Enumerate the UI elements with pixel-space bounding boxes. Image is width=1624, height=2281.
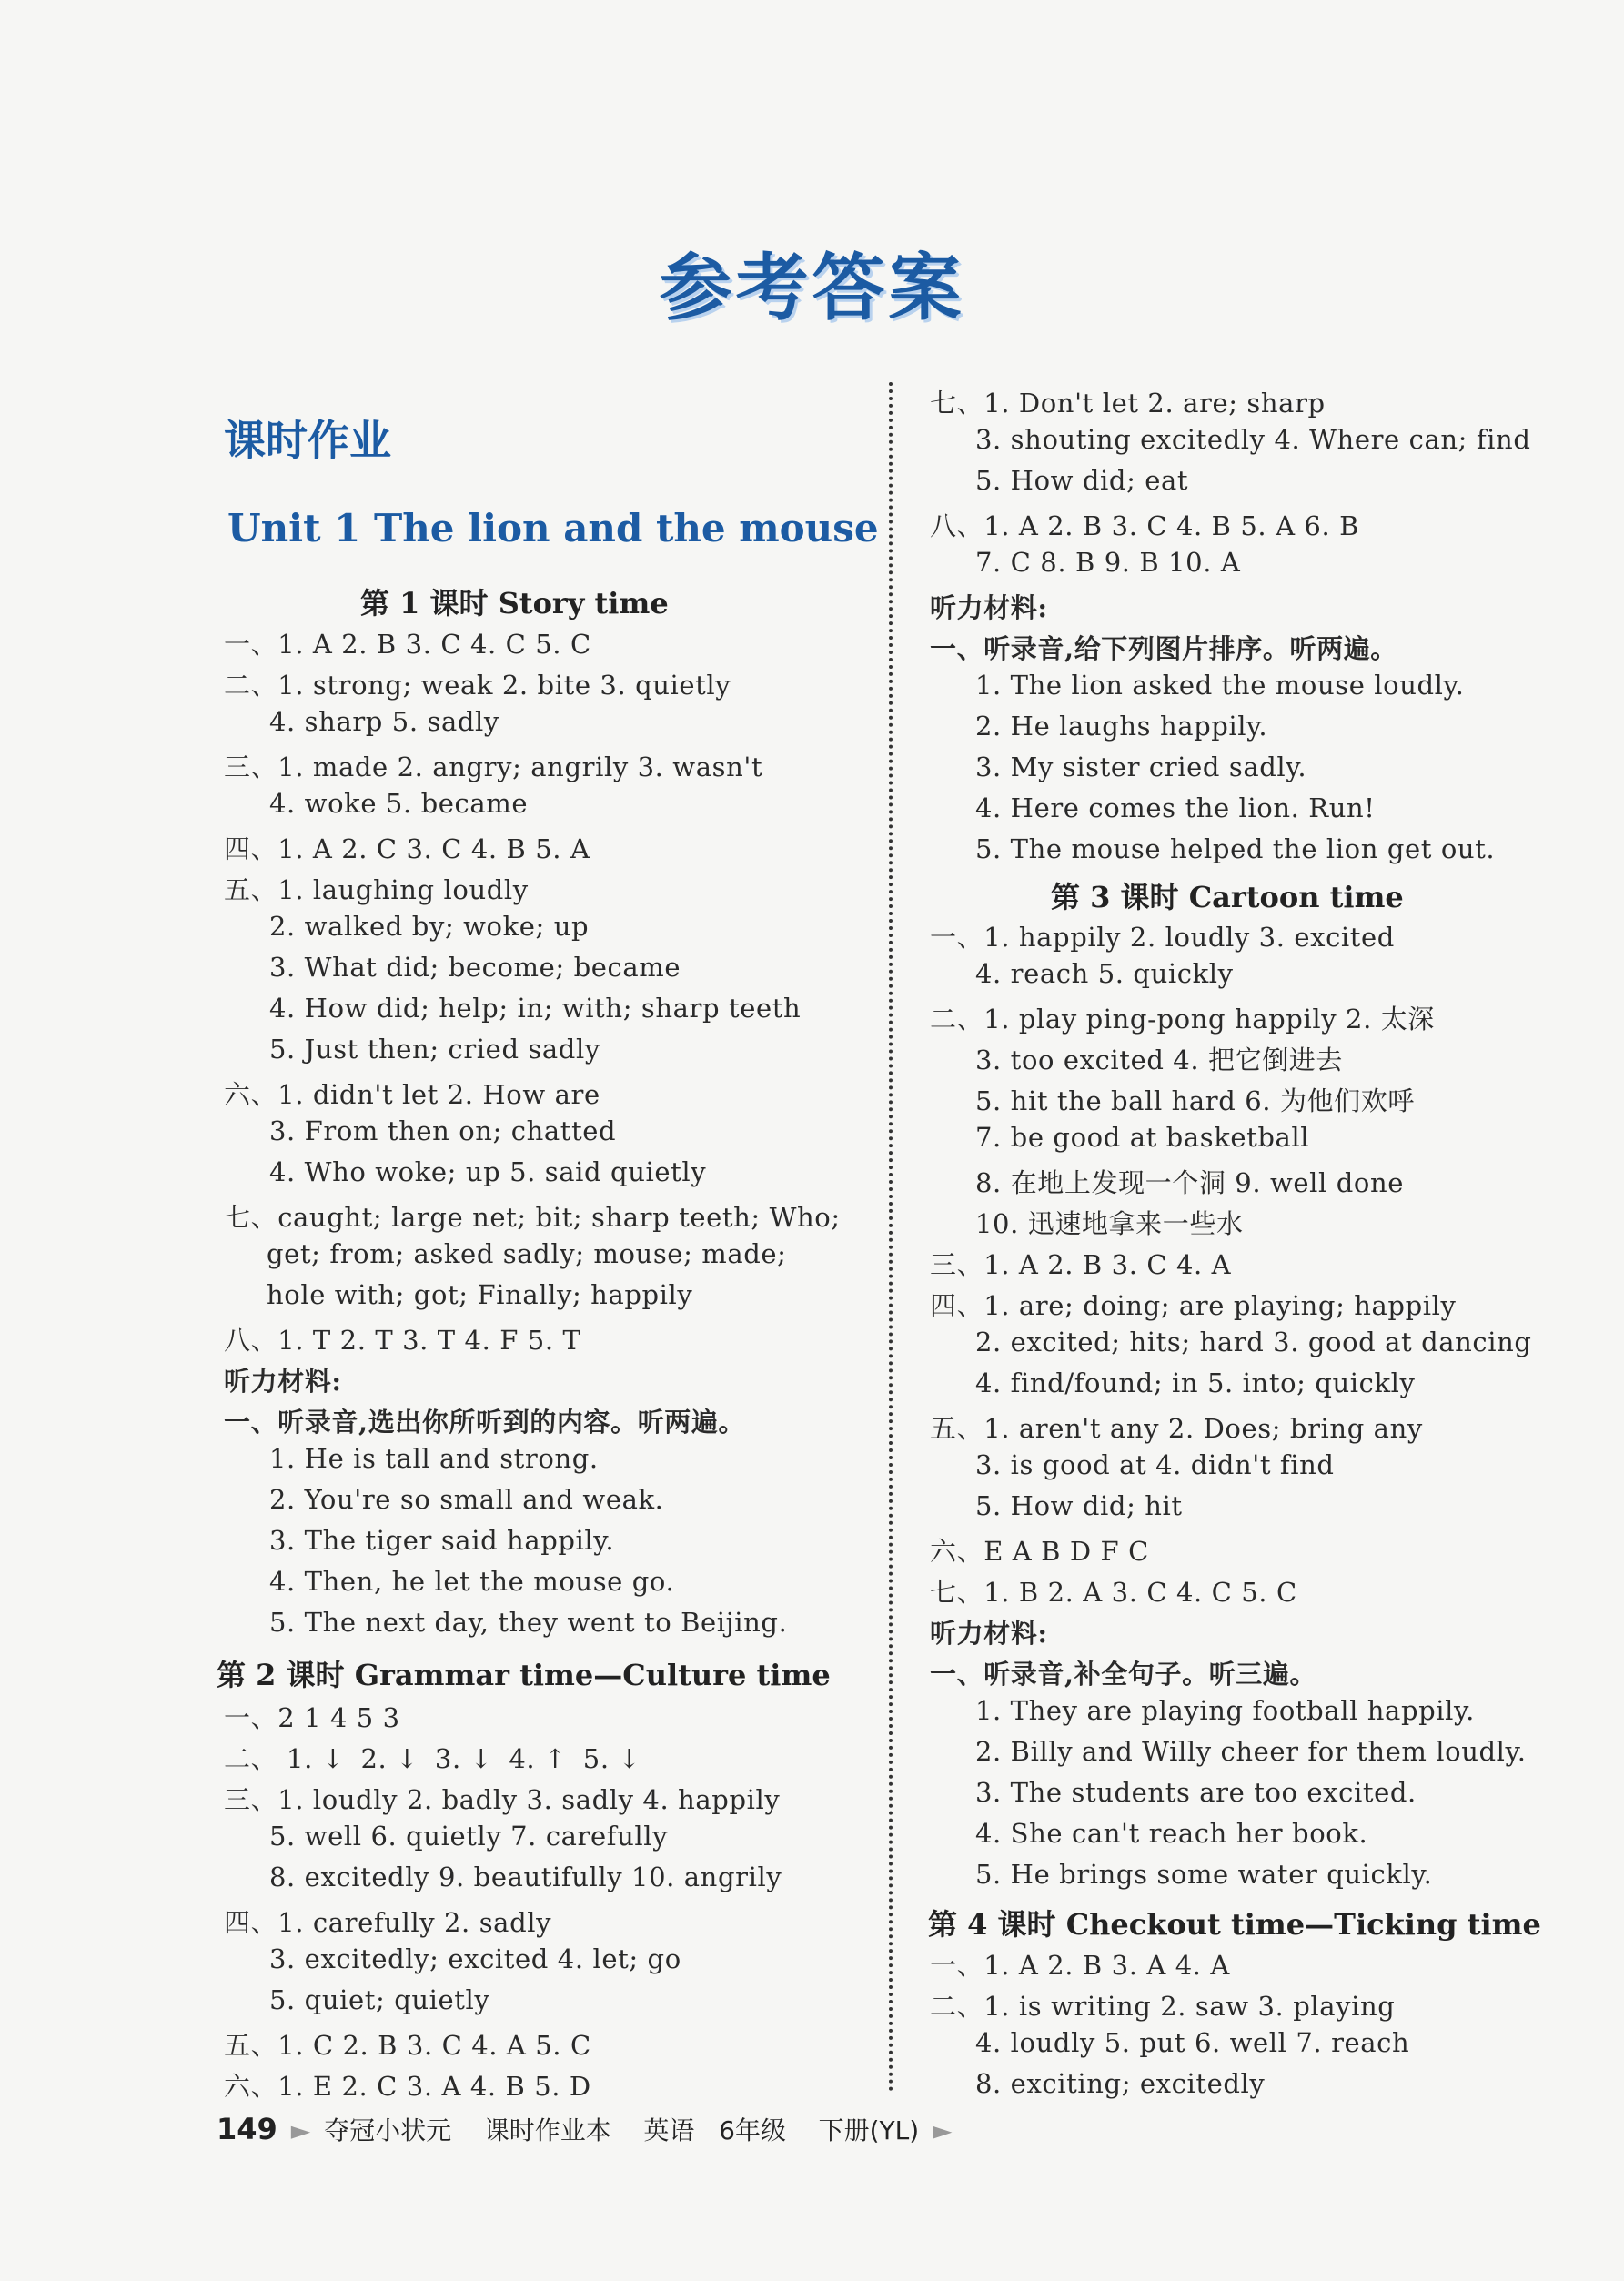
item-number: 1. bbox=[287, 1743, 313, 1774]
answer-line: 五、1. aren't any 2. Does; bring any bbox=[930, 1413, 1423, 1444]
intonation-down-icon: ↓ bbox=[396, 1743, 419, 1774]
answer-line: 3. What did; become; became bbox=[269, 952, 681, 983]
footer-subject: 英语 bbox=[643, 2115, 695, 2145]
answer-line: 3. shouting excitedly 4. Where can; find bbox=[975, 424, 1531, 455]
page-number: 149 bbox=[217, 2112, 277, 2146]
listening-label: 听力材料: bbox=[930, 592, 1048, 623]
section-heading: 课时作业 bbox=[224, 416, 391, 465]
lesson-2-heading: 第 2 课时 Grammar time—Culture time bbox=[217, 1658, 831, 1692]
footer-volume: 下册(YL) bbox=[818, 2115, 920, 2145]
answer-line: 七、1. Don't let 2. are; sharp bbox=[930, 388, 1326, 419]
answer-line: 一、1. A 2. B 3. A 4. A bbox=[930, 1950, 1230, 1981]
footer-brand: 夺冠小状元 bbox=[324, 2115, 452, 2145]
item-number: 2. bbox=[360, 1743, 388, 1774]
answer-line: 二、1. is writing 2. saw 3. playing bbox=[930, 1991, 1396, 2022]
answer-line: 五、1. C 2. B 3. C 4. A 5. C bbox=[224, 2030, 591, 2061]
answer-line: 七、caught; large net; bit; sharp teeth; Who; bbox=[224, 1202, 841, 1233]
answer-line: 3. excitedly; excited 4. let; go bbox=[269, 1943, 681, 1974]
answer-line: 5. well 6. quietly 7. carefully bbox=[269, 1821, 669, 1852]
answer-line: 八、1. T 2. T 3. T 4. F 5. T bbox=[224, 1325, 581, 1356]
answer-line: 五、1. laughing loudly bbox=[224, 874, 529, 905]
answer-line: 8. 在地上发现一个洞 9. well done bbox=[975, 1167, 1405, 1198]
answer-line: 一、1. A 2. B 3. C 4. C 5. C bbox=[224, 629, 591, 660]
answer-line: 四、1. are; doing; are playing; happily bbox=[930, 1290, 1457, 1321]
item-number: 3. bbox=[434, 1743, 461, 1774]
answer-line: 8. excitedly 9. beautifully 10. angrily bbox=[269, 1862, 782, 1892]
page-footer bbox=[217, 2111, 958, 2147]
intonation-up-icon: ↑ bbox=[544, 1743, 567, 1774]
answer-line: 一、1. happily 2. loudly 3. excited bbox=[930, 922, 1395, 953]
listening-line: 5. The mouse helped the lion get out. bbox=[975, 833, 1496, 864]
listening-line: 4. She can't reach her book. bbox=[975, 1818, 1368, 1849]
column-divider bbox=[889, 382, 893, 2093]
listening-line: 5. He brings some water quickly. bbox=[975, 1859, 1433, 1890]
listening-line: 2. Billy and Willy cheer for them loudly. bbox=[975, 1736, 1527, 1767]
listening-line: 3. The students are too excited. bbox=[975, 1777, 1417, 1808]
answer-line: 二、1. play ping-pong happily 2. 太深 bbox=[930, 1004, 1435, 1035]
answer-line: 八、1. A 2. B 3. C 4. B 5. A 6. B bbox=[930, 510, 1360, 541]
unit-heading: Unit 1 The lion and the mouse bbox=[227, 506, 879, 550]
footer-book: 课时作业本 bbox=[483, 2115, 611, 2145]
item-number: 5. bbox=[582, 1743, 610, 1774]
intonation-down-icon: ↓ bbox=[618, 1743, 641, 1774]
footer-grade: 6年级 bbox=[719, 2115, 786, 2145]
arrow-answer-line bbox=[224, 1739, 648, 1776]
answer-line: 三、1. made 2. angry; angrily 3. wasn't bbox=[224, 752, 763, 782]
answer-line: 一、2 1 4 5 3 bbox=[224, 1702, 400, 1733]
listening-line: 3. The tiger said happily. bbox=[269, 1525, 615, 1556]
arrow-icon: ► bbox=[933, 2115, 953, 2145]
answer-line: 7. be good at basketball bbox=[975, 1122, 1310, 1153]
answer-line: 2. walked by; woke; up bbox=[269, 911, 590, 942]
answer-line: 3. too excited 4. 把它倒进去 bbox=[975, 1045, 1343, 1075]
answer-line: 5. Just then; cried sadly bbox=[269, 1034, 600, 1065]
intonation-down-icon: ↓ bbox=[469, 1743, 493, 1774]
listening-line: 4. Here comes the lion. Run! bbox=[975, 792, 1376, 823]
answer-line: 四、1. A 2. C 3. C 4. B 5. A bbox=[224, 833, 590, 864]
answer-line: 六、E A B D F C bbox=[930, 1536, 1149, 1567]
answer-line: 3. From then on; chatted bbox=[269, 1115, 617, 1146]
intonation-down-icon: ↓ bbox=[321, 1743, 345, 1774]
answer-line: 5. hit the ball hard 6. 为他们欢呼 bbox=[975, 1085, 1415, 1116]
listening-label: 听力材料: bbox=[930, 1618, 1048, 1649]
lesson-1-heading: 第 1 课时 Story time bbox=[360, 586, 669, 621]
listening-line: 4. Then, he let the mouse go. bbox=[269, 1566, 675, 1597]
answer-line: 三、1. A 2. B 3. C 4. A bbox=[930, 1249, 1232, 1280]
answer-line: 4. loudly 5. put 6. well 7. reach bbox=[975, 2027, 1410, 2058]
answer-line: 8. exciting; excitedly bbox=[975, 2068, 1266, 2099]
answer-line: 4. find/found; in 5. into; quickly bbox=[975, 1368, 1416, 1398]
listening-line: 2. He laughs happily. bbox=[975, 711, 1268, 742]
listening-title: 一、听录音,给下列图片排序。听两遍。 bbox=[930, 633, 1397, 664]
answer-line: 六、1. didn't let 2. How are bbox=[224, 1079, 600, 1110]
answer-line: 四、1. carefully 2. sadly bbox=[224, 1907, 552, 1938]
answer-line: 4. Who woke; up 5. said quietly bbox=[269, 1156, 707, 1187]
listening-line: 1. They are playing football happily. bbox=[975, 1695, 1475, 1726]
item-number: 4. bbox=[509, 1743, 536, 1774]
answer-line: 4. woke 5. became bbox=[269, 788, 529, 819]
lesson-3-heading: 第 3 课时 Cartoon time bbox=[1051, 880, 1404, 914]
answer-line: 2. excited; hits; hard 3. good at dancing bbox=[975, 1327, 1532, 1357]
question-prefix: 二、 bbox=[224, 1743, 278, 1774]
listening-line: 3. My sister cried sadly. bbox=[975, 752, 1307, 782]
listening-line: 1. He is tall and strong. bbox=[269, 1443, 599, 1474]
answer-line: 4. How did; help; in; with; sharp teeth bbox=[269, 993, 802, 1024]
answer-line: get; from; asked sadly; mouse; made; bbox=[267, 1238, 787, 1269]
lesson-4-heading: 第 4 课时 Checkout time—Ticking time bbox=[928, 1907, 1541, 1942]
answer-line: 7. C 8. B 9. B 10. A bbox=[975, 547, 1241, 578]
answer-line: 5. quiet; quietly bbox=[269, 1984, 490, 2015]
answer-line: 三、1. loudly 2. badly 3. sadly 4. happily bbox=[224, 1784, 781, 1815]
listening-line: 1. The lion asked the mouse loudly. bbox=[975, 670, 1465, 701]
answer-line: 4. sharp 5. sadly bbox=[269, 706, 499, 737]
answer-line: 3. is good at 4. didn't find bbox=[975, 1449, 1335, 1480]
answer-line: hole with; got; Finally; happily bbox=[267, 1279, 693, 1310]
answer-line: 六、1. E 2. C 3. A 4. B 5. D bbox=[224, 2071, 591, 2102]
listening-line: 5. The next day, they went to Beijing. bbox=[269, 1607, 788, 1638]
page-title: 参考答案 bbox=[659, 246, 965, 330]
answer-line: 二、1. strong; weak 2. bite 3. quietly bbox=[224, 670, 731, 701]
listening-line: 2. You're so small and weak. bbox=[269, 1484, 664, 1515]
answer-line: 4. reach 5. quickly bbox=[975, 958, 1234, 989]
answer-line: 5. How did; eat bbox=[975, 465, 1189, 496]
listening-label: 听力材料: bbox=[224, 1366, 342, 1397]
answer-line: 5. How did; hit bbox=[975, 1490, 1183, 1521]
arrow-icon: ► bbox=[290, 2115, 311, 2145]
listening-title: 一、听录音,补全句子。听三遍。 bbox=[930, 1659, 1317, 1690]
answer-line: 七、1. B 2. A 3. C 4. C 5. C bbox=[930, 1577, 1297, 1608]
listening-title: 一、听录音,选出你所听到的内容。听两遍。 bbox=[224, 1407, 746, 1438]
answer-line: 10. 迅速地拿来一些水 bbox=[975, 1208, 1244, 1239]
